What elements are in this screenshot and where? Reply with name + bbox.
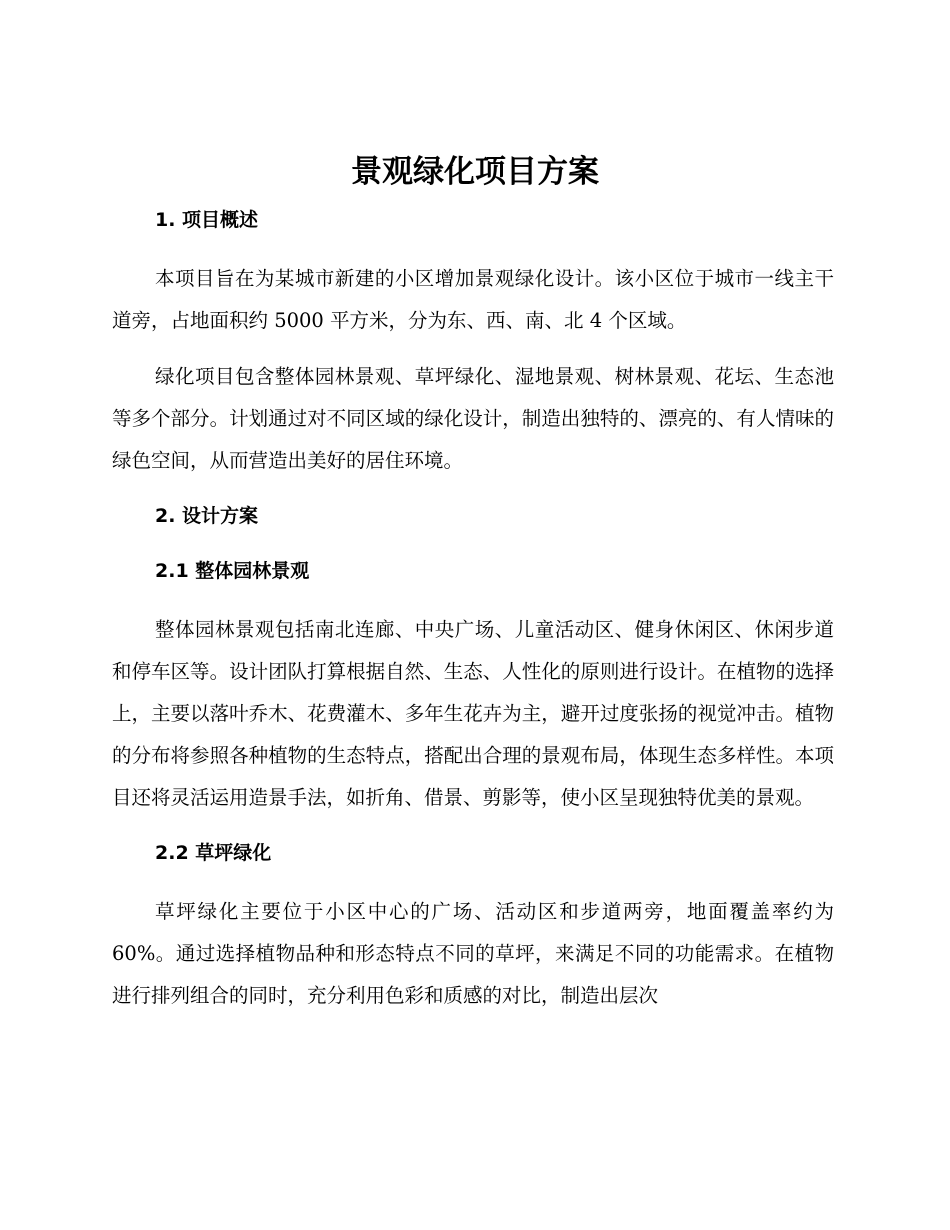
section-overview xyxy=(112,206,834,482)
section-overall-landscape xyxy=(112,557,834,819)
section-heading: 1. 项目概述 xyxy=(155,209,259,231)
section-heading: 2. 设计方案 xyxy=(155,505,259,527)
document-title: 景观绿化项目方案 xyxy=(351,154,599,190)
section-heading: 2.1 整体园林景观 xyxy=(155,560,310,582)
paragraph: 本项目旨在为某城市新建的小区增加景观绿化设计。该小区位于城市一线主干道旁，占地面积约 5000 平方米，分为东、西、南、北 4 个区域。 xyxy=(112,267,834,332)
section-design-plan xyxy=(112,502,834,530)
paragraph: 绿化项目包含整体园林景观、草坪绿化、湿地景观、树林景观、花坛、生态池等多个部分。计划通过对不同区域的绿化设计，制造出独特的、漂亮的、有人情味的绿色空间，从而营造出美好的居住环境。 xyxy=(112,365,834,472)
paragraph: 草坪绿化主要位于小区中心的广场、活动区和步道两旁，地面覆盖率约为 60%。通过选择植物品种和形态特点不同的草坪，来满足不同的功能需求。在植物进行排列组合的同时，充分利用色彩和质感的对比，制造出层次 xyxy=(112,900,834,1007)
section-lawn-greening xyxy=(112,839,834,1017)
paragraph: 整体园林景观包括南北连廊、中央广场、儿童活动区、健身休闲区、休闲步道和停车区等。设计团队打算根据自然、生态、人性化的原则进行设计。在植物的选择上，主要以落叶乔木、花费灌木、多年生花卉为主，避开过度张扬的视觉冲击。植物的分布将参照各种植物的生态特点，搭配出合理的景观布局，体现生态多样性。本项目还将灵活运用造景手法，如折角、借景、剪影等，使小区呈现独特优美的景观。 xyxy=(112,618,834,809)
document-body xyxy=(112,200,834,1017)
section-heading: 2.2 草坪绿化 xyxy=(155,842,272,864)
